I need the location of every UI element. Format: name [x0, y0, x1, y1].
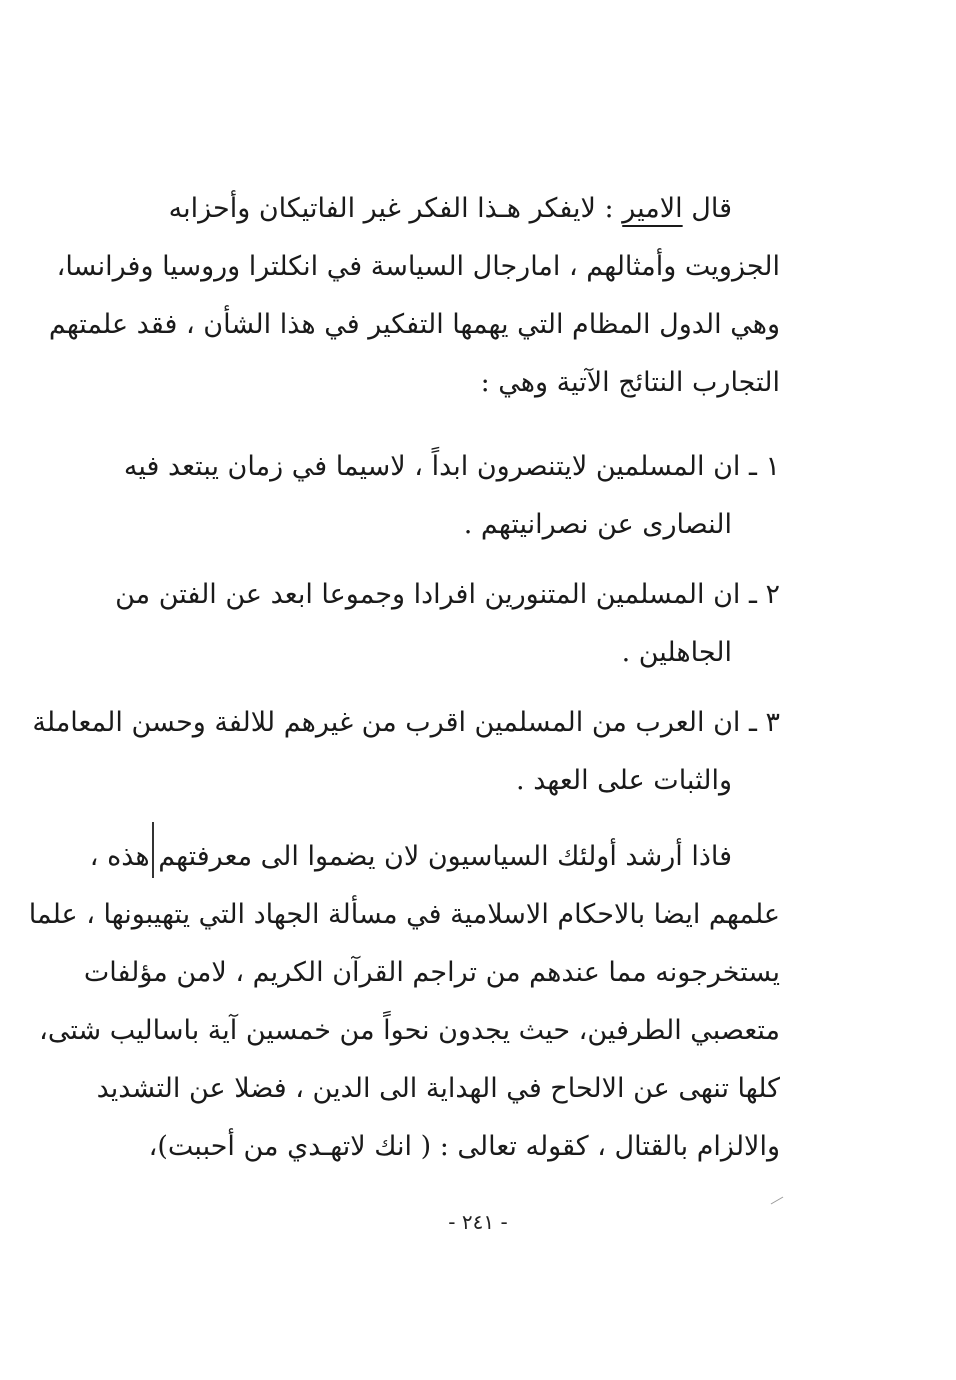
scan-mark — [771, 1197, 784, 1205]
text-line: وهي الدول المظام التي يهمها التفكير في هذا الشأن ، فقد علمتهم — [48, 309, 780, 340]
text-line: متعصبي الطرفين، حيث يجدون نحواً من خمسين آية باساليب شتى، — [39, 1015, 780, 1046]
text-line: علمهم ايضا بالاحكام الاسلامية في مسألة الجهاد التي يتهيبونها ، علما — [28, 899, 780, 930]
list-item — [32, 694, 780, 810]
text-line: والالزام بالقتال ، كقوله تعالى : ( انك لاتهـدي من أحببت)، — [148, 1131, 780, 1162]
text-line: ١ ـ ان المسلمين لايتنصرون ابداً ، لاسيما في زمان يبتعد فيه — [123, 451, 780, 482]
text-line: فاذا أرشد أولئك السياسيون لان يضموا الى معرفتهم هذه ، — [89, 841, 732, 872]
text-line: الجاهلين . — [621, 637, 732, 668]
text-line: والثبات على العهد . — [516, 765, 732, 796]
text-line: ٣ ـ ان العرب من المسلمين اقرب من غيرهم للالفة وحسن المعاملة — [32, 707, 780, 738]
text-line: ٢ ـ ان المسلمين المتنورين افرادا وجموعا ابعد عن الفتن من — [115, 579, 780, 610]
list-item — [115, 566, 780, 682]
emphasized-word: الامير — [622, 193, 683, 224]
text-line: النصارى عن نصرانيتهم . — [463, 509, 732, 540]
text-line: الجزويت وأمثالهم ، امارجال السياسة في انكلترا وروسيا وفرانسا، — [56, 251, 780, 282]
text-line: كلها تنهى عن الالحاح في الهداية الى الدين ، فضلا عن التشديد — [96, 1073, 780, 1104]
text-line: يستخرجونه مما عندهم من تراجم القرآن الكريم ، لامن مؤلفات — [83, 957, 780, 988]
page-number: - ٢٤١ - — [448, 1210, 508, 1234]
intro-paragraph — [48, 180, 780, 412]
text-line: قال الامير : لايفكر هـذا الفكر غير الفاتيكان وأحزابه — [168, 193, 732, 224]
list-item — [123, 438, 780, 554]
body-paragraph — [28, 828, 780, 1176]
text-line: التجارب النتائج الآتية وهي : — [480, 367, 780, 398]
